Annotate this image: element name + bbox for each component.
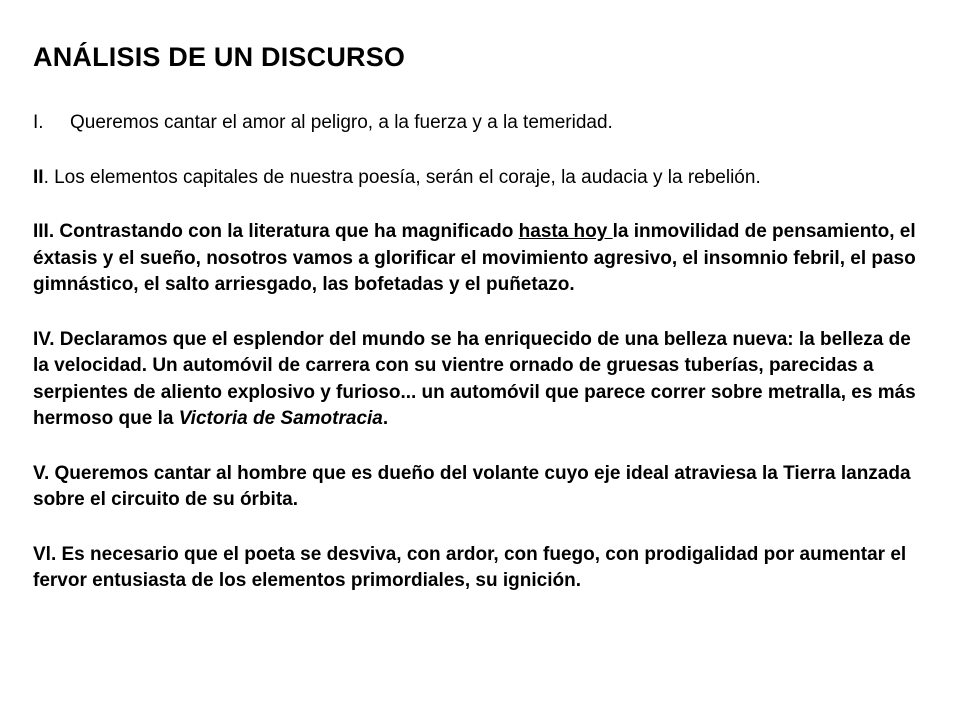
- item-2: [33, 165, 923, 192]
- item-3-underlined: hasta hoy: [518, 221, 613, 242]
- item-4-italic: Victoria de Samotracia: [178, 408, 383, 429]
- item-1: [33, 110, 923, 137]
- item-2-text: . Los elementos capitales de nuestra poesía, serán el coraje, la audacia y la rebelión.: [43, 166, 761, 188]
- slide-title: ANÁLISIS DE UN DISCURSO: [33, 42, 406, 72]
- item-3: [33, 219, 923, 299]
- item-3-text-after: la inmovilidad de pensamiento, el éxtasis y el sueño, nosotros vamos a glorificar el movimiento agresivo, el insomnio febril, el paso gimnástico, el salto arriesgado, las bofetadas y el puñetazo.: [33, 221, 916, 295]
- item-5-text: . Queremos cantar al hombre que es dueño del volante cuyo eje ideal atraviesa la Tierra lanzada sobre el circuito de su órbita.: [33, 462, 911, 510]
- item-5-numeral: V: [33, 462, 44, 484]
- item-1-text: Queremos cantar el amor al peligro, a la fuerza y a la temeridad.: [70, 112, 613, 133]
- item-2-numeral: II: [33, 166, 44, 188]
- item-1-numeral: I.: [33, 112, 44, 133]
- slide-body: [33, 110, 923, 623]
- item-6-numeral: Vl: [33, 543, 51, 565]
- item-4: [33, 327, 923, 433]
- item-6-text: . Es necesario que el poeta se desviva, con ardor, con fuego, con prodigalidad por aumentar el fervor entusiasta de los elementos primordiales, su ignición.: [33, 543, 907, 591]
- item-4-numeral: IV: [33, 328, 50, 350]
- item-3-numeral: III: [33, 221, 49, 242]
- item-4-text-before: . Declaramos que el esplendor del mundo se ha enriquecido de una belleza nueva: la belleza de la velocidad. Un automóvil de carrera con su vientre ornado de gruesas tuberías, parecidas a serpientes de aliento explosivo y furioso... un automóvil que parece correr sobre metralla, es más hermoso que la: [33, 328, 916, 429]
- item-3-text-before: . Contrastando con la literatura que ha magnificado: [48, 221, 519, 242]
- item-5: [33, 461, 923, 514]
- item-4-text-after: .: [382, 408, 389, 429]
- item-6: [33, 542, 923, 595]
